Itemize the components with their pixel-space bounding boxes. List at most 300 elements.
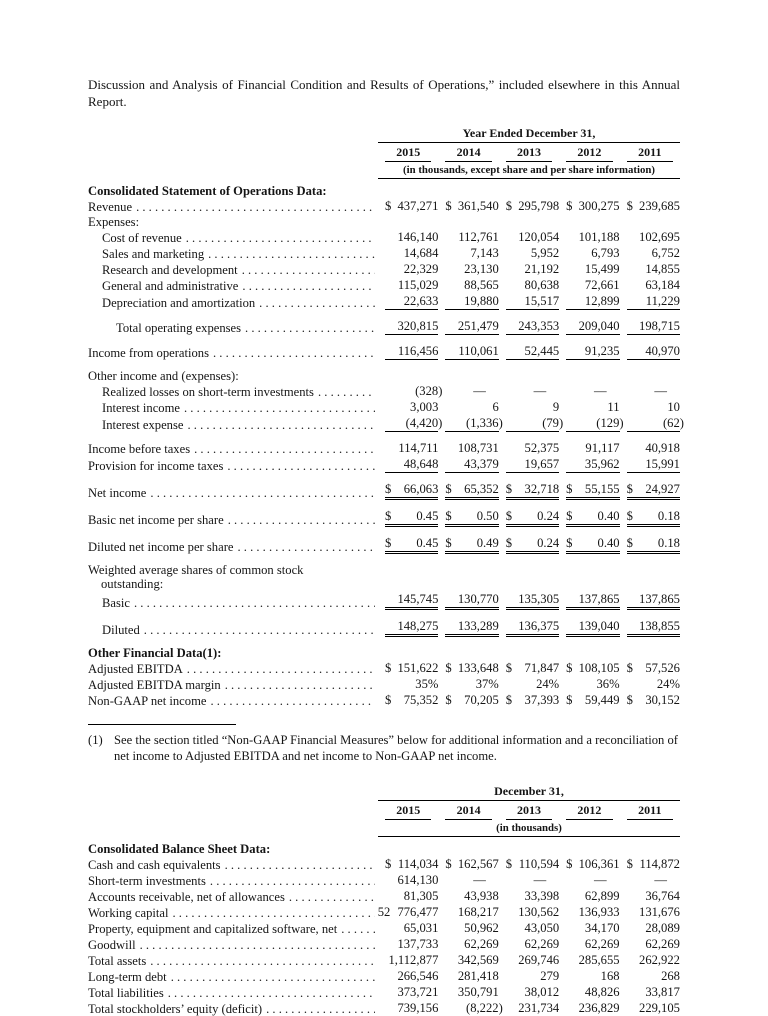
leader-dots	[259, 296, 375, 310]
value-cell: $ 65,352	[445, 482, 498, 500]
leader-dots	[136, 200, 375, 214]
value-cell: $ 162,567	[445, 857, 499, 871]
leader-dots	[242, 279, 375, 293]
value-cell: —	[473, 873, 486, 887]
operations-table-header	[378, 126, 680, 179]
value-cell: $ 239,685	[626, 199, 680, 213]
currency-symbol: $	[385, 661, 392, 675]
row-label: Basic	[102, 596, 130, 610]
leader-dots	[341, 922, 375, 936]
value-cell: $ 0.24	[506, 509, 559, 527]
year-column-header: 2013	[506, 145, 552, 162]
value-cell: 12,899	[566, 294, 619, 310]
balance-sheet-table-body	[88, 842, 680, 1016]
value-cell: 40,918	[645, 441, 680, 455]
leader-dots	[134, 596, 375, 610]
value-cell: $ 75,352	[385, 693, 439, 707]
value-cell: 38,012	[524, 985, 560, 999]
table-row	[88, 184, 680, 198]
year-column-header: 2015	[385, 803, 431, 820]
operations-table	[88, 126, 684, 708]
value-cell: 10	[667, 400, 680, 414]
value-cell: (62)	[627, 416, 680, 432]
year-column-header: 2014	[445, 145, 491, 162]
value-cell: (79)	[506, 416, 559, 432]
currency-symbol: $	[505, 857, 513, 871]
value-cell: $ 0.45	[385, 536, 438, 554]
balance-sheet-table-header	[378, 784, 680, 837]
value-cell: 133,289	[445, 619, 498, 637]
table-row	[88, 369, 680, 383]
value-cell: 373,721	[397, 985, 439, 999]
period-header: Year Ended December 31,	[378, 126, 680, 143]
currency-symbol: $	[385, 509, 392, 523]
table-row	[88, 563, 680, 591]
value-cell: 36%	[596, 677, 620, 691]
row-label: Working capital	[88, 906, 169, 920]
currency-symbol: $	[626, 536, 633, 550]
value-cell: 110,061	[445, 344, 498, 360]
table-row	[88, 646, 680, 660]
row-label: Revenue	[88, 200, 133, 214]
footnote-text: See the section titled “Non-GAAP Financial Measures” below for additional information and a reconciliation of net income to Adjusted EBITDA and net income to Non-GAAP net income.	[114, 733, 678, 763]
table-row	[88, 509, 680, 527]
value-cell: 72,661	[584, 278, 620, 292]
row-label: General and administrative	[102, 279, 239, 293]
currency-symbol: $	[505, 509, 513, 523]
leader-dots	[225, 858, 375, 872]
currency-symbol: $	[566, 536, 573, 550]
value-cell: $ 133,648	[445, 661, 499, 675]
value-cell: 114,711	[398, 441, 439, 455]
value-cell: 11	[607, 400, 620, 414]
footnote-separator	[88, 724, 236, 725]
value-cell: 342,569	[457, 953, 499, 967]
value-cell: $ 108,105	[566, 661, 620, 675]
value-cell: 52,445	[506, 344, 559, 360]
table-row	[88, 457, 680, 473]
table-row	[88, 842, 680, 856]
row-label: Cash and cash equivalents	[88, 858, 221, 872]
value-cell: 15,991	[627, 457, 680, 473]
value-cell: 14,684	[403, 246, 439, 260]
value-cell: —	[533, 384, 547, 398]
row-label: Diluted	[102, 623, 140, 637]
value-cell: 62,269	[584, 937, 620, 951]
value-cell: 62,899	[584, 889, 620, 903]
leader-dots	[228, 513, 375, 527]
value-cell: 108,731	[457, 441, 499, 455]
table-row	[88, 536, 680, 554]
table-row	[88, 619, 680, 637]
row-label: Sales and marketing	[102, 247, 205, 261]
table-row	[88, 693, 680, 708]
value-cell: —	[593, 384, 607, 398]
value-cell: 19,880	[445, 294, 498, 310]
value-cell: 262,922	[639, 953, 680, 967]
currency-symbol: $	[566, 661, 573, 675]
value-cell: $ 32,718	[506, 482, 559, 500]
value-cell: 33,817	[645, 985, 680, 999]
leader-dots	[150, 954, 375, 968]
leader-dots	[168, 986, 375, 1000]
currency-symbol: $	[445, 482, 452, 496]
row-label: Expenses:	[88, 215, 140, 229]
value-cell: 350,791	[457, 985, 499, 999]
leader-dots	[213, 346, 375, 360]
currency-symbol: $	[445, 509, 452, 523]
row-label: Property, equipment and capitalized software, net	[88, 922, 338, 936]
value-cell: $ 106,361	[566, 857, 620, 871]
year-column-header: 2011	[627, 803, 673, 820]
value-cell: 35,962	[566, 457, 619, 473]
value-cell: 116,456	[385, 344, 438, 360]
value-cell: (328)	[415, 384, 443, 398]
value-cell: 80,638	[524, 278, 560, 292]
table-row	[88, 199, 680, 214]
value-cell: 91,235	[566, 344, 619, 360]
value-cell: 11,229	[627, 294, 680, 310]
value-cell: 136,375	[506, 619, 559, 637]
table-row	[88, 400, 680, 415]
value-cell: 6,793	[591, 246, 620, 260]
value-cell: 35%	[415, 677, 439, 691]
period-header: December 31,	[378, 784, 680, 801]
value-cell: 101,188	[578, 230, 620, 244]
leader-dots	[210, 874, 375, 888]
currency-symbol: $	[445, 857, 452, 871]
table-row	[88, 230, 680, 245]
currency-symbol: $	[626, 693, 633, 707]
row-label: Provision for income taxes	[88, 459, 224, 473]
value-cell: 236,829	[578, 1001, 620, 1015]
table-row	[88, 985, 680, 1000]
value-cell: 739,156	[397, 1001, 439, 1015]
value-cell: 24%	[536, 677, 560, 691]
value-cell: 145,745	[385, 592, 438, 610]
value-cell: $ 0.49	[445, 536, 498, 554]
leader-dots	[210, 694, 375, 708]
value-cell: 43,938	[464, 889, 499, 903]
year-column-header: 2013	[506, 803, 552, 820]
year-column-header: 2011	[627, 145, 673, 162]
currency-symbol: $	[505, 693, 513, 707]
currency-symbol: $	[626, 509, 633, 523]
year-column-header: 2012	[566, 803, 612, 820]
balance-sheet-table	[88, 784, 680, 1016]
value-cell: $ 24,927	[627, 482, 680, 500]
value-cell: (1,336)	[445, 416, 498, 432]
value-cell: 3,003	[410, 400, 439, 414]
row-label: Interest income	[102, 401, 180, 415]
value-cell: $ 57,526	[626, 661, 680, 675]
currency-symbol: $	[505, 199, 513, 213]
value-cell: 229,105	[639, 1001, 680, 1015]
value-cell: $ 295,798	[505, 199, 560, 213]
year-headers-row	[378, 145, 680, 162]
value-cell: $ 30,152	[626, 693, 680, 707]
table-row	[88, 319, 680, 335]
value-cell: 65,031	[403, 921, 439, 935]
row-label: Total assets	[88, 954, 147, 968]
currency-symbol: $	[385, 693, 392, 707]
row-label: Total stockholders’ equity (deficit)	[88, 1002, 263, 1016]
row-label: Adjusted EBITDA margin	[88, 678, 221, 692]
table-row	[88, 246, 680, 261]
leader-dots	[245, 321, 375, 335]
value-cell: 36,764	[645, 889, 680, 903]
value-cell: 63,184	[645, 278, 680, 292]
table-row	[88, 262, 680, 277]
value-cell: 43,379	[445, 457, 498, 473]
table-row	[88, 441, 680, 456]
table-row	[88, 344, 680, 360]
value-cell: $ 37,393	[505, 693, 560, 707]
value-cell: 776,477	[397, 905, 439, 919]
value-cell: $ 55,155	[566, 482, 619, 500]
row-label: Accounts receivable, net of allowances	[88, 890, 285, 904]
table-row	[88, 873, 680, 888]
value-cell: 22,633	[385, 294, 438, 310]
row-label: Adjusted EBITDA	[88, 662, 183, 676]
table-row	[88, 889, 680, 904]
row-label: Depreciation and amortization	[102, 296, 256, 310]
row-label: Income before taxes	[88, 442, 191, 456]
row-label: Research and development	[102, 263, 238, 277]
value-cell: 14,855	[645, 262, 680, 276]
value-cell: 52,375	[524, 441, 560, 455]
value-cell: 320,815	[385, 319, 438, 335]
value-cell: 137,865	[627, 592, 680, 610]
value-cell: $ 300,275	[566, 199, 620, 213]
intro-paragraph: Discussion and Analysis of Financial Condition and Results of Operations,” included elsewhere in this Annual Report.	[88, 77, 680, 109]
value-cell: $ 114,872	[626, 857, 680, 871]
row-label: Net income	[88, 486, 147, 500]
row-label: Realized losses on short-term investments	[102, 385, 314, 399]
value-cell: 135,305	[506, 592, 559, 610]
row-label: Interest expense	[102, 418, 184, 432]
currency-symbol: $	[445, 536, 452, 550]
value-cell: $ 66,063	[385, 482, 438, 500]
value-cell: 9	[552, 400, 560, 414]
value-cell: 146,140	[397, 230, 439, 244]
value-cell: (129)	[566, 416, 619, 432]
row-label: Other income and (expenses):	[88, 369, 239, 383]
value-cell: 285,655	[578, 953, 620, 967]
value-cell: $ 437,271	[385, 199, 439, 213]
value-cell: 148,275	[385, 619, 438, 637]
leader-dots	[144, 623, 375, 637]
currency-symbol: $	[385, 857, 392, 871]
row-label: Weighted average shares of common stock outstanding:	[88, 563, 304, 591]
leader-dots	[184, 401, 375, 415]
value-cell: 33,398	[524, 889, 560, 903]
currency-symbol: $	[626, 482, 633, 496]
year-headers-row	[378, 803, 680, 820]
currency-symbol: $	[566, 857, 573, 871]
currency-symbol: $	[385, 482, 392, 496]
row-label: Diluted net income per share	[88, 540, 234, 554]
value-cell: 7,143	[470, 246, 499, 260]
value-cell: 91,117	[585, 441, 620, 455]
row-label: Total operating expenses	[116, 321, 242, 335]
leader-dots	[289, 890, 375, 904]
value-cell: $ 0.18	[627, 536, 680, 554]
operations-table-body	[88, 184, 684, 708]
value-cell: 62,269	[524, 937, 560, 951]
value-cell: 112,761	[458, 230, 499, 244]
leader-dots	[171, 970, 375, 984]
leader-dots	[318, 385, 375, 399]
value-cell: $ 0.45	[385, 509, 438, 527]
value-cell: 48,648	[385, 457, 438, 473]
currency-symbol: $	[385, 536, 392, 550]
value-cell: —	[593, 873, 607, 887]
value-cell: $ 70,205	[445, 693, 499, 707]
value-cell: 34,170	[584, 921, 620, 935]
value-cell: $ 0.50	[445, 509, 498, 527]
value-cell: $ 59,449	[566, 693, 620, 707]
value-cell: 281,418	[457, 969, 499, 983]
value-cell: —	[654, 873, 667, 887]
table-row	[88, 294, 680, 310]
value-cell: 15,517	[506, 294, 559, 310]
currency-symbol: $	[505, 661, 513, 675]
value-cell: 137,865	[566, 592, 619, 610]
value-cell: 139,040	[566, 619, 619, 637]
table-row	[88, 482, 680, 500]
value-cell: 1,112,877	[388, 953, 439, 967]
value-cell: 40,970	[627, 344, 680, 360]
value-cell: 168,217	[457, 905, 499, 919]
value-cell: —	[473, 384, 486, 398]
currency-symbol: $	[445, 199, 452, 213]
currency-symbol: $	[505, 482, 513, 496]
value-cell: 48,826	[584, 985, 620, 999]
value-cell: 37%	[475, 677, 499, 691]
row-label: Income from operations	[88, 346, 209, 360]
row-label: Consolidated Statement of Operations Data:	[88, 184, 327, 198]
value-cell: $ 0.40	[566, 509, 619, 527]
table-row	[88, 857, 680, 872]
value-cell: 43,050	[524, 921, 560, 935]
value-cell: $ 0.24	[506, 536, 559, 554]
currency-symbol: $	[385, 199, 392, 213]
row-label: Consolidated Balance Sheet Data:	[88, 842, 271, 856]
leader-dots	[225, 678, 375, 692]
value-cell: —	[533, 873, 547, 887]
value-cell: 28,089	[645, 921, 680, 935]
value-cell: $ 114,034	[385, 857, 439, 871]
value-cell: 21,192	[524, 262, 560, 276]
table-row	[88, 416, 684, 432]
table-row	[88, 1001, 680, 1016]
currency-symbol: $	[445, 693, 452, 707]
value-cell: 62,269	[464, 937, 499, 951]
value-cell: 614,130	[397, 873, 439, 887]
value-cell: 50,962	[464, 921, 499, 935]
value-cell: 131,676	[639, 905, 680, 919]
value-cell: 138,855	[627, 619, 680, 637]
value-cell: 268	[661, 969, 680, 983]
leader-dots	[237, 540, 375, 554]
table-row	[88, 592, 680, 610]
value-cell: 251,479	[445, 319, 498, 335]
value-cell: 120,054	[518, 230, 560, 244]
row-label: Short-term investments	[88, 874, 206, 888]
leader-dots	[186, 231, 375, 245]
value-cell: 23,130	[464, 262, 499, 276]
row-label: Goodwill	[88, 938, 136, 952]
value-cell: 231,734	[518, 1001, 560, 1015]
value-cell: 209,040	[566, 319, 619, 335]
value-cell: 19,657	[506, 457, 559, 473]
value-cell: 168	[600, 969, 620, 983]
value-cell: 15,499	[584, 262, 620, 276]
currency-symbol: $	[505, 536, 513, 550]
value-cell: —	[654, 384, 667, 398]
leader-dots	[194, 442, 375, 456]
value-cell: $ 361,540	[445, 199, 499, 213]
value-cell: 22,329	[403, 262, 439, 276]
currency-symbol: $	[566, 482, 573, 496]
row-label: Total liabilities	[88, 986, 164, 1000]
value-cell: $ 110,594	[505, 857, 560, 871]
row-label: Non-GAAP net income	[88, 694, 207, 708]
value-cell: 243,353	[506, 319, 559, 335]
currency-symbol: $	[626, 661, 633, 675]
row-label: Other Financial Data(1):	[88, 646, 222, 660]
footnote	[88, 732, 680, 764]
year-column-header: 2014	[445, 803, 491, 820]
value-cell: 5,952	[530, 246, 560, 260]
leader-dots	[242, 263, 375, 277]
value-cell: 130,770	[445, 592, 498, 610]
row-label: Long-term debt	[88, 970, 167, 984]
currency-symbol: $	[445, 661, 452, 675]
leader-dots	[150, 486, 375, 500]
currency-symbol: $	[566, 509, 573, 523]
value-cell: 198,715	[627, 319, 680, 335]
value-cell: 115,029	[397, 278, 439, 292]
table-row	[88, 937, 680, 952]
leader-dots	[208, 247, 375, 261]
value-cell: 279	[540, 969, 560, 983]
currency-symbol: $	[626, 199, 633, 213]
leader-dots	[187, 662, 375, 676]
leader-dots	[140, 938, 375, 952]
year-column-header: 2015	[385, 145, 431, 162]
value-cell: 269,746	[518, 953, 560, 967]
table-row	[88, 661, 680, 676]
table-row	[88, 953, 680, 968]
leader-dots	[227, 459, 375, 473]
value-cell: $ 71,847	[505, 661, 560, 675]
year-column-header: 2012	[566, 145, 612, 162]
value-cell: 6,752	[651, 246, 680, 260]
units-note: (in thousands, except share and per share information)	[378, 164, 680, 179]
table-row	[88, 384, 680, 399]
table-row	[88, 278, 680, 293]
value-cell: 102,695	[639, 230, 680, 244]
value-cell: 137,733	[397, 937, 439, 951]
value-cell: 266,546	[397, 969, 439, 983]
table-row	[88, 969, 680, 984]
currency-symbol: $	[566, 199, 573, 213]
units-note: (in thousands)	[378, 822, 680, 837]
page-number: 52	[377, 905, 391, 919]
value-cell: 24%	[656, 677, 680, 691]
